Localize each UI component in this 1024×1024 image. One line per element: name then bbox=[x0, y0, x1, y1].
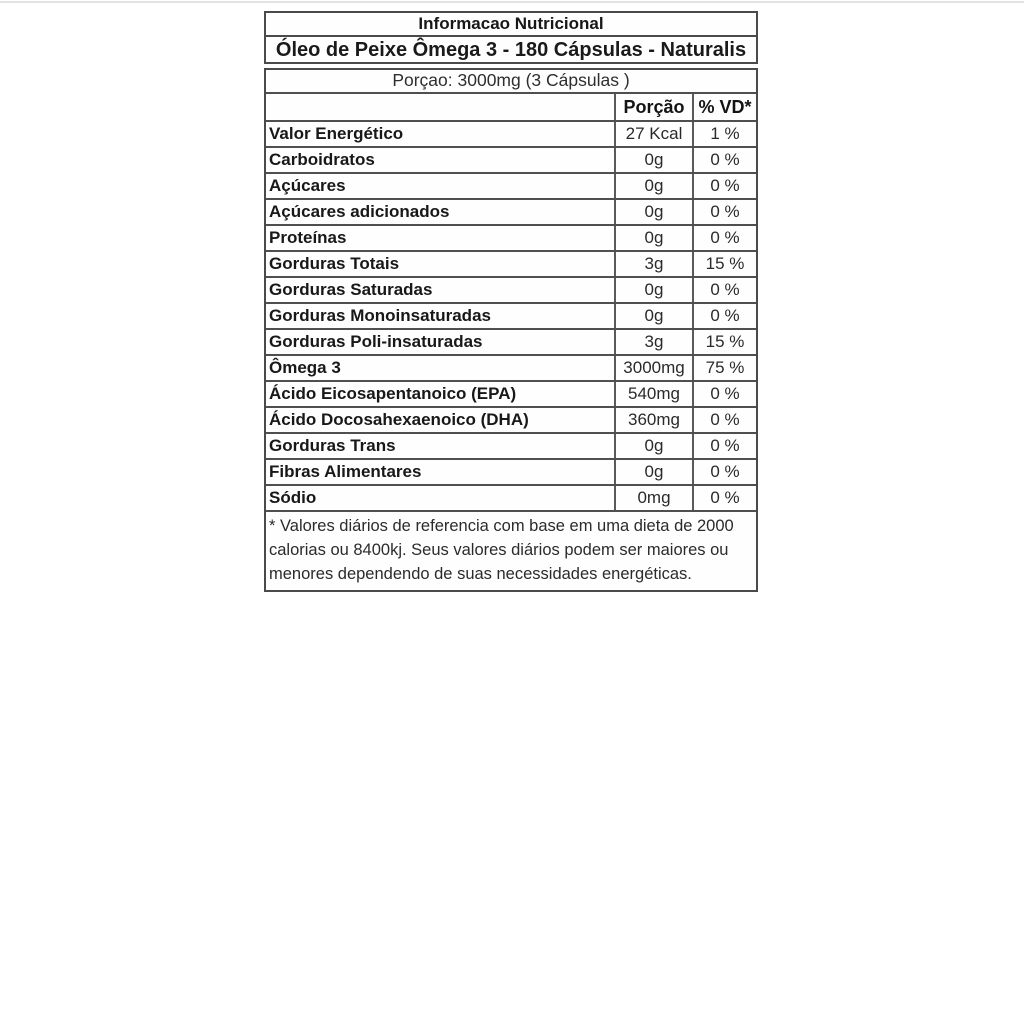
nutrient-label: Gorduras Trans bbox=[269, 436, 396, 455]
nutrient-label: Gorduras Monoinsaturadas bbox=[269, 306, 491, 325]
table-row bbox=[266, 484, 756, 510]
table-row bbox=[266, 380, 756, 406]
daily-value-percent: 75 % bbox=[705, 358, 745, 377]
portion-value: 0g bbox=[614, 148, 694, 172]
daily-value-percent: 0 % bbox=[710, 228, 740, 247]
daily-value-percent: 1 % bbox=[710, 124, 740, 143]
daily-value-percent: 0 % bbox=[710, 488, 740, 507]
nutrient-label: Ácido Eicosapentanoico (EPA) bbox=[269, 384, 517, 403]
nutrient-label: Sódio bbox=[269, 488, 317, 507]
main-table-box bbox=[264, 68, 758, 592]
table-row bbox=[266, 172, 756, 198]
daily-value-percent: 0 % bbox=[710, 202, 740, 221]
daily-value-percent: 0 % bbox=[710, 306, 740, 325]
top-border-line bbox=[0, 1, 1024, 3]
nutrient-label: Gorduras Saturadas bbox=[269, 280, 433, 299]
table-row bbox=[266, 328, 756, 354]
portion-value: 3g bbox=[614, 330, 694, 354]
nutrient-rows-container bbox=[266, 120, 756, 510]
portion-value: 540mg bbox=[614, 382, 694, 406]
nutrient-label: Ômega 3 bbox=[269, 358, 341, 377]
nutrition-facts-table bbox=[264, 11, 758, 592]
daily-value-percent: 0 % bbox=[710, 436, 740, 455]
daily-value-percent: 0 % bbox=[710, 150, 740, 169]
daily-value-percent: 15 % bbox=[705, 332, 745, 351]
daily-value-percent: 0 % bbox=[710, 176, 740, 195]
daily-value-column-header: % VD* bbox=[698, 97, 752, 117]
table-row bbox=[266, 198, 756, 224]
portion-value: 0g bbox=[614, 434, 694, 458]
daily-value-percent: 15 % bbox=[705, 254, 745, 273]
portion-column-header: Porção bbox=[614, 94, 694, 120]
nutrient-label: Carboidratos bbox=[269, 150, 375, 169]
nutrient-label: Gorduras Totais bbox=[269, 254, 400, 273]
daily-value-percent: 0 % bbox=[710, 410, 740, 429]
table-row bbox=[266, 458, 756, 484]
portion-value: 0g bbox=[614, 174, 694, 198]
column-header-row bbox=[266, 92, 756, 120]
daily-value-percent: 0 % bbox=[710, 280, 740, 299]
portion-value: 0g bbox=[614, 304, 694, 328]
portion-value: 0g bbox=[614, 460, 694, 484]
serving-size-row: Porçao: 3000mg (3 Cápsulas ) bbox=[392, 70, 630, 90]
empty-header-cell bbox=[266, 94, 614, 118]
portion-value: 0g bbox=[614, 278, 694, 302]
portion-value: 0mg bbox=[614, 486, 694, 510]
nutrient-label: Valor Energético bbox=[269, 124, 404, 143]
portion-value: 3g bbox=[614, 252, 694, 276]
nutrient-label: Açúcares adicionados bbox=[269, 202, 450, 221]
table-row bbox=[266, 302, 756, 328]
nutrient-label: Proteínas bbox=[269, 228, 347, 247]
table-row bbox=[266, 224, 756, 250]
table-row bbox=[266, 276, 756, 302]
nutrient-label: Ácido Docosahexaenoico (DHA) bbox=[269, 410, 529, 429]
nutrient-label: Açúcares bbox=[269, 176, 346, 195]
table-row bbox=[266, 432, 756, 458]
portion-value: 0g bbox=[614, 200, 694, 224]
nutrient-label: Fibras Alimentares bbox=[269, 462, 422, 481]
table-row bbox=[266, 120, 756, 146]
daily-values-footnote: * Valores diários de referencia com base em uma dieta de 2000 calorias ou 8400kj. Seus valores diários podem ser maiores ou menores dependendo de suas necessidades energéticas. bbox=[266, 510, 756, 590]
daily-value-percent: 0 % bbox=[710, 462, 740, 481]
table-row bbox=[266, 406, 756, 432]
title-box bbox=[264, 11, 758, 64]
portion-value: 3000mg bbox=[614, 356, 694, 380]
portion-value: 360mg bbox=[614, 408, 694, 432]
table-row bbox=[266, 146, 756, 172]
nutrient-label: Gorduras Poli-insaturadas bbox=[269, 332, 483, 351]
portion-value: 0g bbox=[614, 226, 694, 250]
table-row bbox=[266, 250, 756, 276]
product-name-subtitle: Óleo de Peixe Ômega 3 - 180 Cápsulas - Naturalis bbox=[266, 35, 756, 62]
portion-value: 27 Kcal bbox=[614, 122, 694, 146]
table-title: Informacao Nutricional bbox=[418, 14, 604, 33]
daily-value-percent: 0 % bbox=[710, 384, 740, 403]
table-row bbox=[266, 354, 756, 380]
